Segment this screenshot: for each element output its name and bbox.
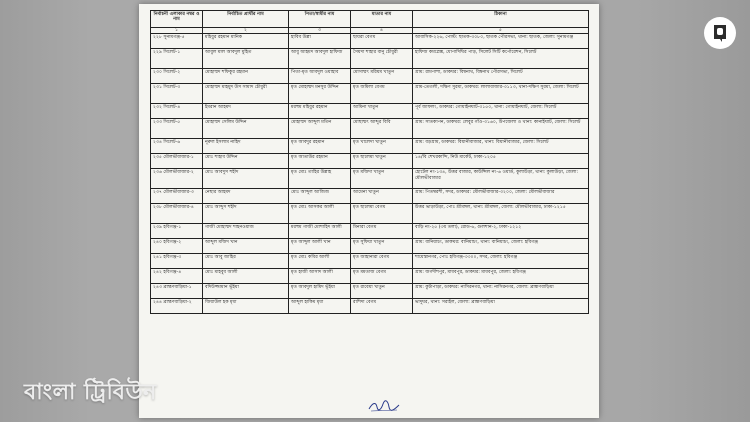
cell-candidate-name: মোহাম্মদ মাহমুদ উস সামাদ চৌধুরী — [203, 84, 289, 104]
table-row — [151, 154, 589, 169]
table-row — [151, 34, 589, 49]
table-row — [151, 189, 589, 204]
publisher-badge-icon — [704, 17, 736, 49]
cell-candidate-name: মহিবুর রহমান মানিক — [203, 34, 289, 49]
cell-candidate-name: মোহাম্মদ সেলিম উদ্দিন — [203, 119, 289, 139]
cell-constituency: ২২৮ সুনামগঞ্জ-৫ — [151, 34, 203, 49]
table-row — [151, 239, 589, 254]
cell-address: ভাদুঘর, থানা: সরাইল, জেলা: ব্রাহ্মণবাড়িয়া — [413, 299, 589, 314]
cell-father-husband: মোহাম্মদ আব্দুল মতিন — [289, 119, 351, 139]
mp-list-table — [150, 10, 589, 314]
col-number: ১ — [151, 28, 203, 34]
cell-address: গ্রাম: সাতকাপন, ডাকঘর: লেবুর গাঁও-৩১৬০, উপজেলা ও থানা: কানাইঘাট, জেলা: সিলেট — [413, 119, 589, 139]
cell-address: গ্রাম: কুটাপাড়া, ডাকঘর: নাসিরনগর, থানা: নাসিরনগর, জেলা: ব্রাহ্মণবাড়িয়া — [413, 284, 589, 299]
header-address: ঠিকানা — [413, 11, 589, 28]
cell-father-husband: মৃত আবদুর রহমান — [289, 139, 351, 154]
table-row — [151, 299, 589, 314]
cell-candidate-name: মোঃ শাহাব উদ্দিন — [203, 154, 289, 169]
cell-constituency: ২৪০ হবিগঞ্জ-২ — [151, 239, 203, 254]
cell-address: পূর্ব জাফলং, ডাকঘর: গোয়াইনঘাট-৩১৫০, থানা: গোয়াইনঘাট, জেলা: সিলেট — [413, 104, 589, 119]
cell-address: হাফিজ কমপ্লেক্স, ধোপাদিঘির পাড়, সিলেট সিটি কর্পোরেশন, সিলেট — [413, 49, 589, 69]
cell-address: গ্রাম: বানিয়াচং, ডাকঘর: বানিয়াচং, থানা: বানিয়াচং, জেলা: হবিগঞ্জ — [413, 239, 589, 254]
col-number: ৩ — [289, 28, 351, 34]
table-row — [151, 139, 589, 154]
cell-candidate-name: আবুল মাল আবদুল মুহিত — [203, 49, 289, 69]
cell-father-husband: মরহুম মহিবুর রহমান — [289, 104, 351, 119]
cell-candidate-name: জিয়াউল হক মৃধা — [203, 299, 289, 314]
cell-candidate-name: গাজী মোহাম্মদ শাহনওয়াজ — [203, 224, 289, 239]
cell-father-husband: মৃত হাজী আসাদ আলী — [289, 269, 351, 284]
table-row — [151, 269, 589, 284]
cell-constituency: ২৩৬ মৌলভীবাজার-২ — [151, 169, 203, 189]
signature-icon — [367, 400, 401, 412]
cell-constituency: ২৩৪ সিলেট-৬ — [151, 139, 203, 154]
cell-candidate-name: মোহাম্মদ শফিকুর রহমান — [203, 69, 289, 84]
cell-mother: মোসাম্মৎ মরিয়ম খাতুন — [351, 69, 413, 84]
cell-mother: মৃত মমতাজ বেগম — [351, 269, 413, 284]
cell-constituency: ২৩৫ মৌলভীবাজার-১ — [151, 154, 203, 169]
cell-address: হোটেল নং-১৩৪, উত্তর বাজার, কাউন্সিল নং-৬ ওয়ার্ড, কুলাউড়া, থানা: কুলাউড়া, জেলা: মৌলভীবাজার — [413, 169, 589, 189]
cell-constituency: ২৩৮ মৌলভীবাজার-৪ — [151, 204, 203, 224]
table-row — [151, 224, 589, 239]
table-row — [151, 169, 589, 189]
table-row — [151, 84, 589, 104]
cell-father-husband: মৃত আবদুল হামিদ ভূঁইয়া — [289, 284, 351, 299]
cell-candidate-name: আব্দুল মজিদ খান — [203, 239, 289, 254]
col-number: ৫ — [413, 28, 589, 34]
cell-father-husband: মৃত মোঃ তাহির উল্লাহ — [289, 169, 351, 189]
cell-father-husband: মরহুম গাজী মোশাহিদ আলী — [289, 224, 351, 239]
header-mother: মাতার নাম — [351, 11, 413, 28]
cell-mother: সৈয়দা শাহার বানু চৌধুরী — [351, 49, 413, 69]
cell-address: শায়েস্তানগর, পোঃ হবিগঞ্জ-৩৩০০, সদর, জেলা: হবিগঞ্জ — [413, 254, 589, 269]
cell-constituency: ২৪১ হবিগঞ্জ-৩ — [151, 254, 203, 269]
cell-address: গ্রাম: পিতম্বরশী, সদর, ডাকঘর: মৌলভীবাজার-৩২০০, জেলা: মৌলভীবাজার — [413, 189, 589, 204]
cell-candidate-name: বদিউজ্জামান ভূঁইয়া — [203, 284, 289, 299]
table-header-row — [151, 11, 589, 28]
table-row — [151, 284, 589, 299]
cell-mother: মৃত সুফিয়া খাতুন — [351, 239, 413, 254]
header-candidate-name: নির্বাচিত প্রার্থীর নাম — [203, 11, 289, 28]
cell-constituency: ২৪৪ ব্রাহ্মণবাড়িয়া-২ — [151, 299, 203, 314]
cell-mother: ছায়রা বেগম — [351, 34, 413, 49]
table-row — [151, 49, 589, 69]
col-number: ৪ — [351, 28, 413, 34]
cell-candidate-name: ইমরান আহমদ — [203, 104, 289, 119]
cell-address: আবাসিক-২২৬, পোস্ট: ছাতক-৩০৮০, ছাতক পৌরসভা, থানা: ছাতক, জেলা: সুনামগঞ্জ — [413, 34, 589, 49]
cell-candidate-name: মোঃ আবদুস শহীদ — [203, 169, 289, 189]
cell-address: উত্তর ভাড়াউড়া, পোঃ শ্রীমঙ্গল, থানা: শ্রীমঙ্গল, জেলা: মৌলভীবাজার, ঢাকা-১২১৫ — [413, 204, 589, 224]
cell-mother: মিনারা বেগম — [351, 224, 413, 239]
cell-constituency: ২৩০ সিলেট-২ — [151, 69, 203, 84]
cell-mother: মৃত ছালেমা বেগম — [351, 204, 413, 224]
cell-candidate-name: নেছার আহমদ — [203, 189, 289, 204]
cell-candidate-name: নূরুল ইসলাম নাহিদ — [203, 139, 289, 154]
cell-father-husband: পিতা-মৃত আবদুল ওয়াহাব — [289, 69, 351, 84]
cell-candidate-name: মোঃ মাহবুব আলী — [203, 269, 289, 284]
cell-candidate-name: মোঃ আবু জাহির — [203, 254, 289, 269]
cell-constituency: ২৪৩ ব্রাহ্মণবাড়িয়া-১ — [151, 284, 203, 299]
cell-address: গ্রাম-তেতলী, দক্ষিণ সুরমা, ডাকঘর: লালাবাজার-৩১১৩, থানা-দক্ষিণ সুরমা, জেলা: সিলেট — [413, 84, 589, 104]
cell-father-husband: হাবিব উল্লা — [289, 34, 351, 49]
cell-father-husband: মৃত মোঃ আসকর আলী — [289, 204, 351, 224]
cell-address: বাড়ি নং-২৫ (৩য় তলা), রোড-৬, গুলশান-২, ঢাকা-১২১২ — [413, 224, 589, 239]
cell-constituency: ২২৯ সিলেট-১ — [151, 49, 203, 69]
cell-mother: মৃত ছালেমা খাতুন — [351, 154, 413, 169]
cell-father-husband: মৃত আতাউর রহমান — [289, 154, 351, 169]
cell-address: গ্রাম: জগদীশপুর, মাধবপুর, ডাকঘর: মাধবপুর, জেলা: হবিগঞ্জ — [413, 269, 589, 284]
cell-constituency: ২৩৩ সিলেট-৫ — [151, 119, 203, 139]
watermark-logo: বাংলা ট্রিবিউন — [24, 380, 157, 405]
cell-candidate-name: মোঃ আব্দুস শহীদ — [203, 204, 289, 224]
cell-father-husband: আব্দুল হাকিম মৃধা — [289, 299, 351, 314]
cell-father-husband: মৃত মোঃ কবির আলী — [289, 254, 351, 269]
table-row — [151, 69, 589, 84]
cell-mother: মৃত জাহানারা বেগম — [351, 254, 413, 269]
cell-mother: রাশিদা বেগম — [351, 299, 413, 314]
cell-constituency: ২৩৯ হবিগঞ্জ-১ — [151, 224, 203, 239]
cell-constituency: ২৪২ হবিগঞ্জ-৪ — [151, 269, 203, 284]
cell-mother: মৃত খালেদা খাতুন — [351, 139, 413, 154]
cell-mother: মৃত রাবেয়া খাতুন — [351, 284, 413, 299]
cell-constituency: ২৩২ সিলেট-৪ — [151, 104, 203, 119]
cell-address: ১৪/বি শেখরকান্দি, নিউ মার্কেট, ঢাকা-১২০৫ — [413, 154, 589, 169]
cell-mother: আমেনা খাতুন — [351, 189, 413, 204]
cell-father-husband: আবু আহমদ আবদুল হাফিজ — [289, 49, 351, 69]
cell-father-husband: মোঃ আব্দুল আজিজ — [289, 189, 351, 204]
cell-mother: মৃত মজিদা খাতুন — [351, 169, 413, 189]
table-row — [151, 204, 589, 224]
cell-constituency: ২৩১ সিলেট-৩ — [151, 84, 203, 104]
table-row — [151, 254, 589, 269]
document-page — [139, 4, 599, 418]
cell-constituency: ২৩৭ মৌলভীবাজার-৩ — [151, 189, 203, 204]
cell-mother: আমিনা খাতুন — [351, 104, 413, 119]
cell-mother: মৃত জমিলা বেগম — [351, 84, 413, 104]
cell-mother: মোছাম্মৎ আব্দুর বিবি — [351, 119, 413, 139]
cell-father-husband: মৃত মোহাম্মদ মনসুর উদ্দিন — [289, 84, 351, 104]
table-row — [151, 104, 589, 119]
col-number: ২ — [203, 28, 289, 34]
cell-address: গ্রাম: বড়গ্রাম, ডাকঘর: বিয়ানীবাজার, থানা: বিয়ানীবাজার, জেলা: সিলেট — [413, 139, 589, 154]
cell-father-husband: মৃত আব্দুল আলী খান — [289, 239, 351, 254]
header-constituency: নির্বাচনী এলাকার নম্বর ও নাম — [151, 11, 203, 28]
header-father-husband: পিতা/স্বামীর নাম — [289, 11, 351, 28]
cell-address: গ্রাম: রামপাশা, ডাকঘর: বিশ্বনাথ, বিশ্বনাথ পৌরসভা, সিলেট — [413, 69, 589, 84]
table-row — [151, 119, 589, 139]
